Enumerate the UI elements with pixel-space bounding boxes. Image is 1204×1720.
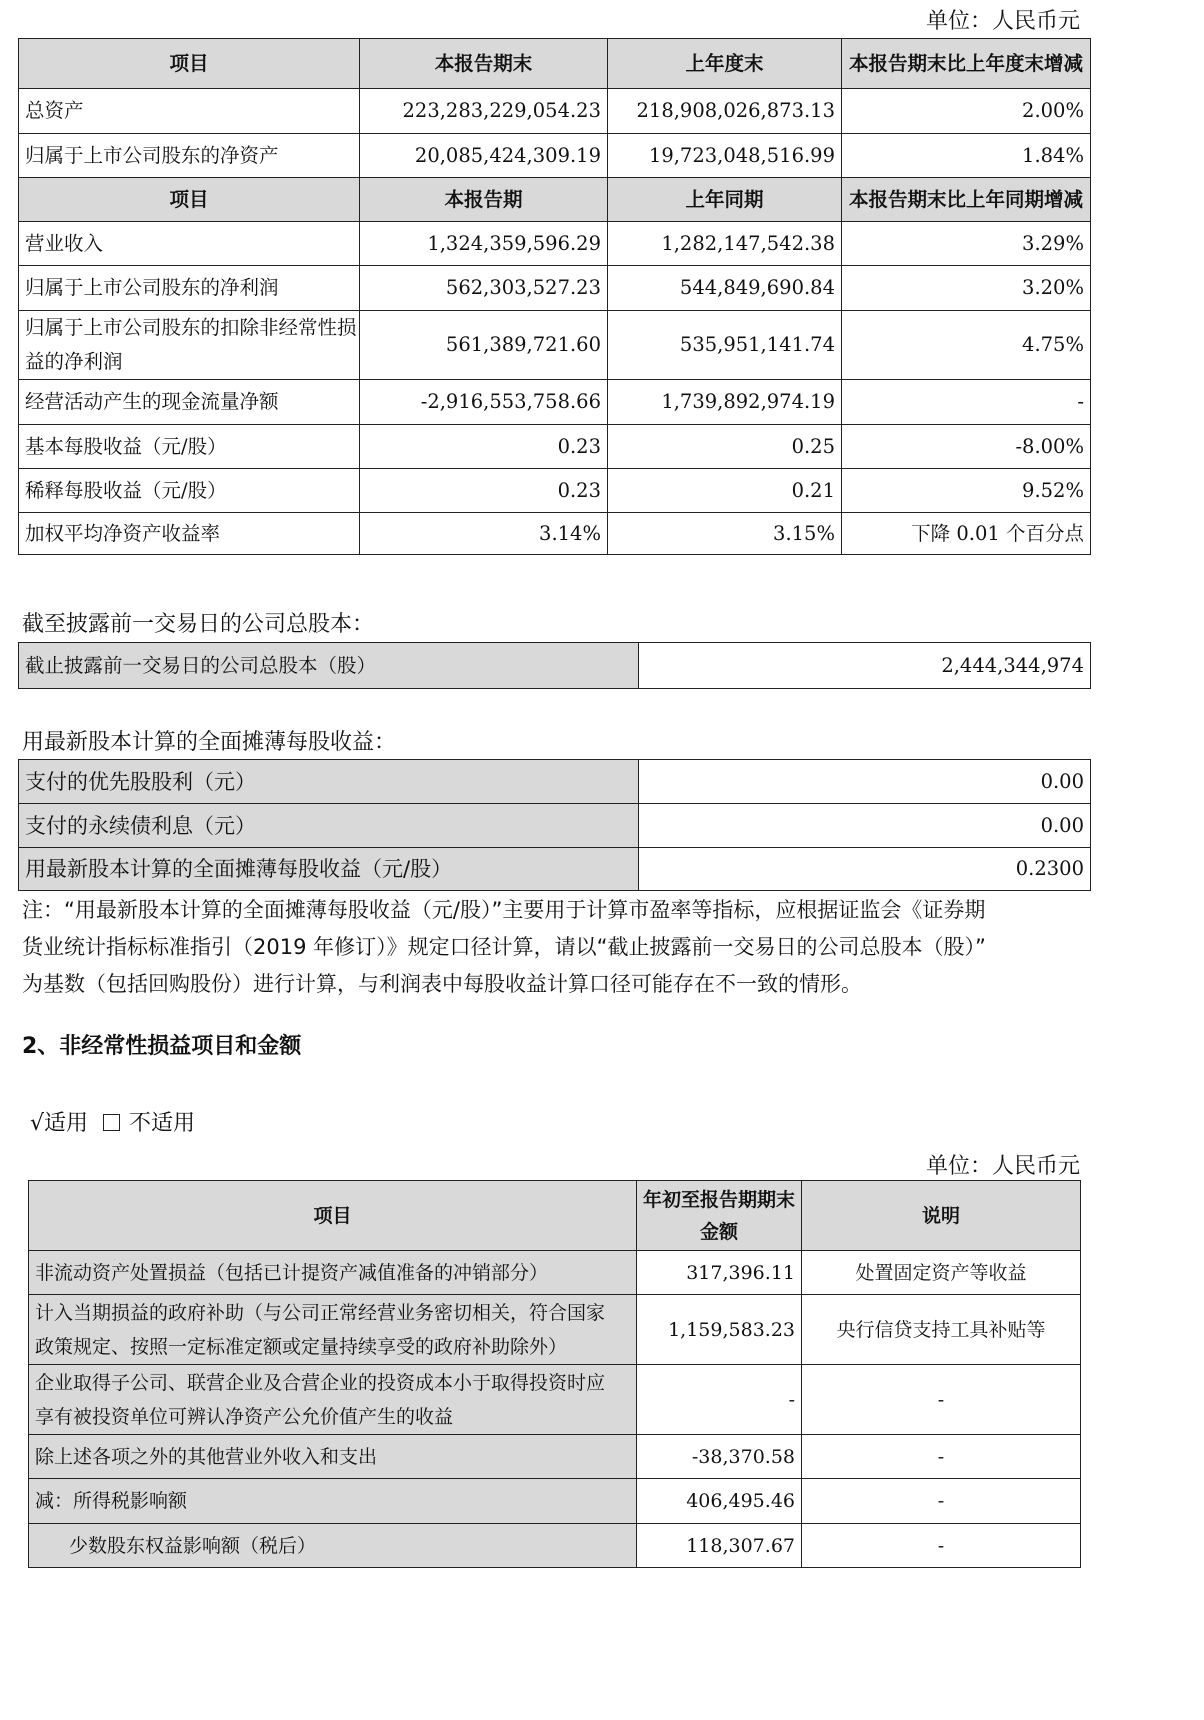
share-capital-table: [18, 642, 1091, 689]
table-row: [19, 469, 1091, 513]
table-row: [29, 1524, 1081, 1568]
cell-value: -: [637, 1365, 802, 1435]
cell-value: 1,739,892,974.19: [608, 380, 842, 425]
cell-value: 1,324,359,596.29: [360, 222, 608, 266]
row-label-line: 计入当期损益的政府补助（与公司正常经营业务密切相关，符合国家: [35, 1301, 606, 1324]
row-label: 稀释每股收益（元/股）: [19, 469, 360, 513]
cell-value: 0.21: [608, 469, 842, 513]
header-cell: 本报告期末比上年度末增减: [842, 39, 1091, 89]
header-cell: 本报告期: [360, 178, 608, 222]
non-recurring-items-table: [28, 1180, 1081, 1568]
table-header-row: [19, 178, 1091, 222]
row-label: 除上述各项之外的其他营业外收入和支出: [29, 1435, 637, 1479]
cell-value: 9.52%: [842, 469, 1091, 513]
cell-value: 3.20%: [842, 266, 1091, 311]
cell-value: 20,085,424,309.19: [360, 134, 608, 178]
cell-value: 下降 0.01 个百分点: [842, 513, 1091, 555]
cell-value: 406,495.46: [637, 1479, 802, 1524]
table-row: [19, 380, 1091, 425]
applicable-option: √适用: [30, 1111, 89, 1136]
row-label-line: 政策规定、按照一定标准定额或定量持续享受的政府补助除外）: [35, 1335, 568, 1358]
checkbox-icon: [103, 1114, 120, 1131]
header-cell: 说明: [802, 1181, 1081, 1251]
row-label: 总资产: [19, 89, 360, 134]
cell-value: 544,849,690.84: [608, 266, 842, 311]
header-cell: 项目: [29, 1181, 637, 1251]
note-paragraph: [22, 892, 1172, 1003]
row-label: 用最新股本计算的全面摊薄每股收益（元/股）: [19, 848, 639, 891]
row-label: 营业收入: [19, 222, 360, 266]
cell-value: 3.15%: [608, 513, 842, 555]
cell-note: -: [802, 1365, 1081, 1435]
row-label: 非流动资产处置损益（包括已计提资产减值准备的冲销部分）: [29, 1251, 637, 1295]
cell-value: 535,951,141.74: [608, 311, 842, 380]
cell-note: -: [802, 1479, 1081, 1524]
table-row: [19, 266, 1091, 311]
cell-value: 0.23: [360, 469, 608, 513]
key-financial-table: [18, 38, 1091, 555]
cell-value: 118,307.67: [637, 1524, 802, 1568]
cell-value: 562,303,527.23: [360, 266, 608, 311]
cell-value: -: [842, 380, 1091, 425]
table-row: [19, 222, 1091, 266]
cell-value: 3.29%: [842, 222, 1091, 266]
cell-value: 1.84%: [842, 134, 1091, 178]
row-label: 经营活动产生的现金流量净额: [19, 380, 360, 425]
cell-note: 央行信贷支持工具补贴等: [802, 1295, 1081, 1365]
cell-value: 2.00%: [842, 89, 1091, 134]
row-label-line: 企业取得子公司、联营企业及合营企业的投资成本小于取得投资时应: [35, 1371, 606, 1394]
header-cell: [637, 1181, 802, 1251]
diluted-eps-heading: 用最新股本计算的全面摊薄每股收益：: [22, 730, 397, 755]
table-row: [19, 311, 1091, 380]
table-row: [19, 513, 1091, 555]
header-cell: 本报告期末: [360, 39, 608, 89]
note-line: 为基数（包括回购股份）进行计算，与利润表中每股收益计算口径可能存在不一致的情形。: [22, 972, 862, 996]
row-label: 支付的永续债利息（元）: [19, 804, 639, 848]
table-row: [29, 1251, 1081, 1295]
table-row: [19, 848, 1091, 891]
table-row: [29, 1479, 1081, 1524]
cell-value: 223,283,229,054.23: [360, 89, 608, 134]
cell-value: 3.14%: [360, 513, 608, 555]
diluted-eps-table: [18, 759, 1091, 891]
header-cell: 上年同期: [608, 178, 842, 222]
row-label: 减：所得税影响额: [29, 1479, 637, 1524]
cell-value: 0.25: [608, 425, 842, 469]
cell-value: 19,723,048,516.99: [608, 134, 842, 178]
row-label: [29, 1365, 637, 1435]
cell-value: 1,159,583.23: [637, 1295, 802, 1365]
row-label-line: 归属于上市公司股东的扣除非经常性损: [25, 316, 357, 339]
cell-value: 561,389,721.60: [360, 311, 608, 380]
table-row: [29, 1365, 1081, 1435]
header-cell: 上年度末: [608, 39, 842, 89]
header-cell: 项目: [19, 39, 360, 89]
table-row: [19, 643, 1091, 689]
cell-value: 317,396.11: [637, 1251, 802, 1295]
cell-value: 4.75%: [842, 311, 1091, 380]
row-label-line: 益的净利润: [25, 350, 123, 373]
cell-value: 0.2300: [639, 848, 1091, 891]
note-line: 注：“用最新股本计算的全面摊薄每股收益（元/股）”主要用于计算市盈率等指标，应根据证监会《证券期: [22, 898, 986, 922]
table-row: [19, 134, 1091, 178]
cell-value: 2,444,344,974: [639, 643, 1091, 689]
cell-value: 1,282,147,542.38: [608, 222, 842, 266]
table-header-row: [29, 1181, 1081, 1251]
cell-value: -2,916,553,758.66: [360, 380, 608, 425]
table-row: [19, 425, 1091, 469]
cell-value: 0.23: [360, 425, 608, 469]
cell-note: -: [802, 1435, 1081, 1479]
header-line: 年初至报告期期末: [642, 1188, 795, 1211]
header-cell: 项目: [19, 178, 360, 222]
table-row: [19, 760, 1091, 804]
table-row: [19, 89, 1091, 134]
unit-label-top: 单位：人民币元: [926, 9, 1081, 34]
row-label: 少数股东权益影响额（税后）: [29, 1524, 637, 1568]
header-line: 金额: [699, 1220, 738, 1243]
table-row: [29, 1435, 1081, 1479]
row-label: 归属于上市公司股东的净资产: [19, 134, 360, 178]
note-line: 货业统计指标标准指引（2019 年修订）》规定口径计算，请以“截止披露前一交易日的公司总股本（股）”: [22, 935, 986, 959]
applicability-options: [30, 1106, 195, 1137]
table-row: [19, 804, 1091, 848]
row-label: 支付的优先股股利（元）: [19, 760, 639, 804]
header-cell: 本报告期末比上年同期增减: [842, 178, 1091, 222]
unit-label-bottom: 单位：人民币元: [926, 1154, 1081, 1179]
share-capital-heading: 截至披露前一交易日的公司总股本：: [22, 612, 375, 637]
not-applicable-option: 不适用: [129, 1111, 196, 1136]
cell-value: -8.00%: [842, 425, 1091, 469]
table-header-row: [19, 39, 1091, 89]
cell-note: -: [802, 1524, 1081, 1568]
table-row: [29, 1295, 1081, 1365]
row-label: 基本每股收益（元/股）: [19, 425, 360, 469]
cell-value: 0.00: [639, 804, 1091, 848]
row-label: 截止披露前一交易日的公司总股本（股）: [19, 643, 639, 689]
row-label: [19, 311, 360, 380]
row-label: 归属于上市公司股东的净利润: [19, 266, 360, 311]
row-label-line: 享有被投资单位可辨认净资产公允价值产生的收益: [35, 1405, 454, 1428]
row-label: 加权平均净资产收益率: [19, 513, 360, 555]
cell-value: -38,370.58: [637, 1435, 802, 1479]
cell-note: 处置固定资产等收益: [802, 1251, 1081, 1295]
row-label: [29, 1295, 637, 1365]
cell-value: 218,908,026,873.13: [608, 89, 842, 134]
section-title: 2、非经常性损益项目和金额: [22, 1034, 302, 1059]
cell-value: 0.00: [639, 760, 1091, 804]
